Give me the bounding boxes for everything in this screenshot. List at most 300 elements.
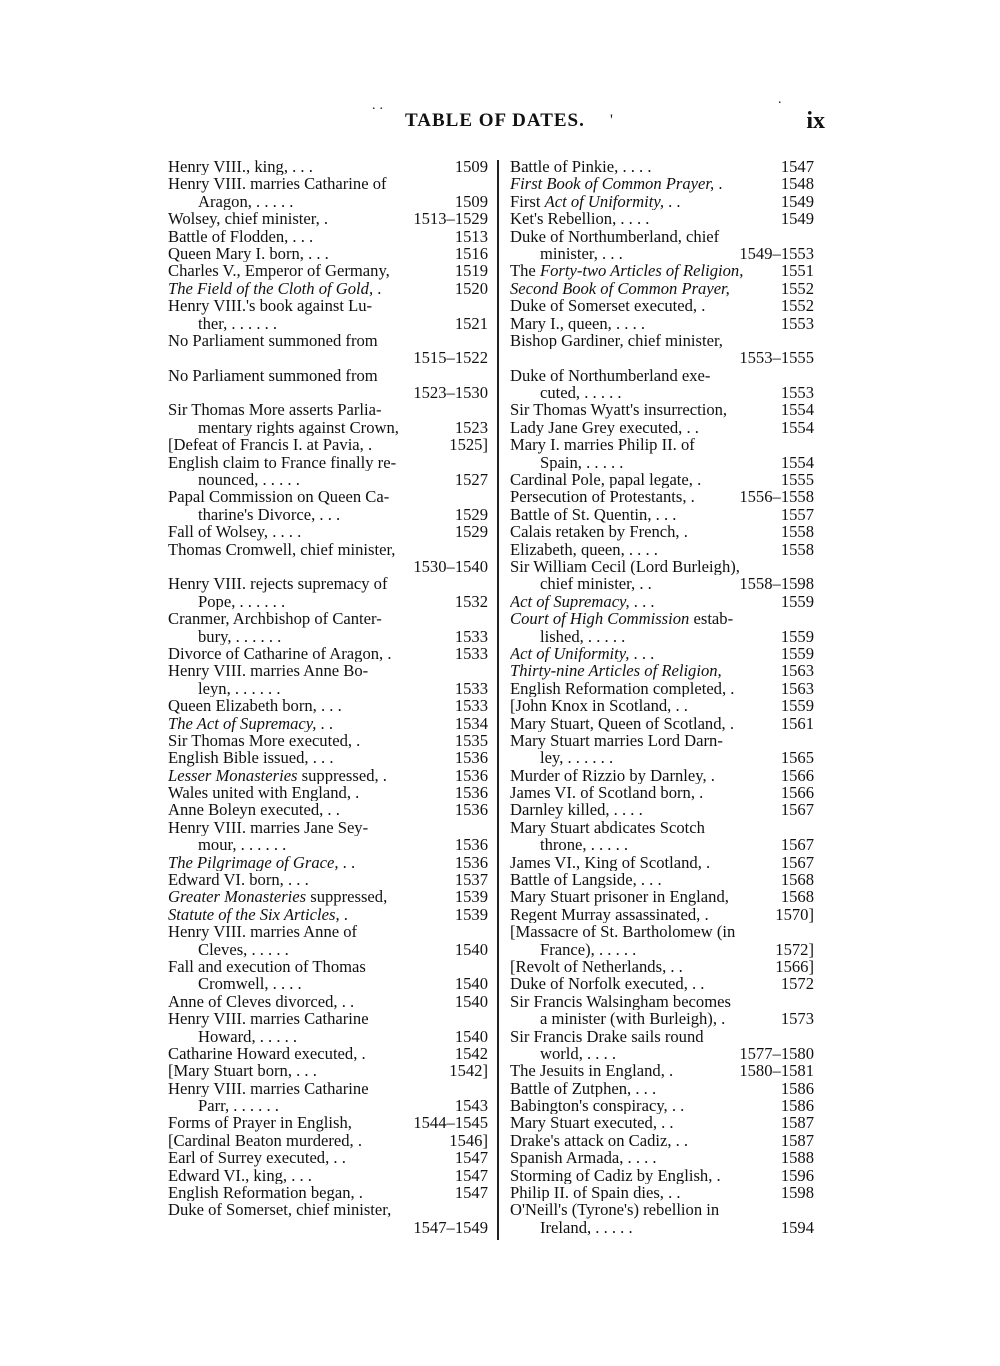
entry-text: Henry VIII. marries Catharine bbox=[168, 1010, 369, 1028]
entry-text: [Cardinal Beaton murdered, . bbox=[168, 1131, 362, 1150]
entry-date: 1547 bbox=[454, 1166, 488, 1185]
date-entry bbox=[510, 628, 816, 645]
date-entry bbox=[510, 349, 816, 366]
entry-date: 1563 bbox=[780, 662, 814, 680]
entry-text: Queen Mary I. born, . . . bbox=[168, 244, 329, 263]
date-entry bbox=[510, 488, 816, 505]
date-entry bbox=[168, 1045, 490, 1062]
entry-date: 1558 bbox=[780, 523, 814, 541]
entry-text: Act of Uniformity, . . . bbox=[510, 644, 655, 663]
entry-text: Wolsey, chief minister, . bbox=[168, 210, 329, 228]
entry-date: 1563 bbox=[780, 679, 814, 698]
entry-text: English Reformation began, . bbox=[168, 1184, 363, 1202]
entry-text: Sir Thomas More asserts Parlia- bbox=[168, 401, 382, 419]
date-entry bbox=[510, 784, 816, 801]
date-entry bbox=[168, 280, 490, 297]
entry-date: 1544–1545 bbox=[413, 1114, 488, 1132]
date-entry bbox=[510, 1045, 816, 1062]
entry-text: Henry VIII. marries Jane Sey- bbox=[168, 818, 369, 837]
date-entry bbox=[510, 906, 816, 923]
entry-date: 1558 bbox=[780, 540, 814, 558]
date-entry bbox=[510, 715, 816, 732]
date-entry bbox=[168, 332, 490, 349]
entry-text: Statute of the Six Articles, . bbox=[168, 905, 348, 924]
entry-date: 1536 bbox=[454, 836, 488, 854]
entry-text: Greater Monasteries suppressed, bbox=[168, 888, 388, 906]
top-marks: .. bbox=[372, 98, 387, 113]
date-entry bbox=[510, 523, 816, 540]
entry-text: Anne of Cleves divorced, . . bbox=[168, 992, 355, 1011]
italic-title: First Book of Common Prayer, bbox=[510, 175, 715, 193]
entry-text: Fall of Wolsey, . . . . bbox=[168, 523, 302, 541]
entry-text: Catharine Howard executed, . bbox=[168, 1044, 366, 1063]
entry-date: 1540 bbox=[454, 1027, 488, 1045]
entry-date: 1513 bbox=[454, 227, 488, 245]
entry-date: 1536 bbox=[454, 766, 488, 785]
date-entry bbox=[168, 819, 490, 836]
entry-text: [Defeat of Francis I. at Pavia, . bbox=[168, 436, 373, 454]
date-entry bbox=[168, 628, 490, 645]
entry-text: Persecution of Protestants, . bbox=[510, 488, 695, 506]
entry-date: 1509 bbox=[454, 158, 488, 176]
date-entry bbox=[168, 767, 490, 784]
date-entry bbox=[168, 419, 490, 436]
entry-text: leyn, . . . . . . bbox=[198, 679, 281, 698]
entry-text: Regent Murray assassinated, . bbox=[510, 905, 709, 924]
entry-text: Duke of Somerset executed, . bbox=[510, 297, 706, 315]
entry-text: Thomas Cromwell, chief minister, bbox=[168, 540, 396, 558]
italic-title: Lesser Monasteries bbox=[168, 766, 298, 785]
entry-date: 1540 bbox=[454, 940, 488, 958]
date-entry bbox=[168, 993, 490, 1010]
date-entry bbox=[168, 680, 490, 697]
entry-text: Act of Supremacy, . . . bbox=[510, 592, 655, 611]
entry-date: 1533 bbox=[454, 644, 488, 663]
date-entry bbox=[168, 175, 490, 192]
entry-date: 1554 bbox=[780, 401, 814, 419]
entry-text: First Act of Uniformity, . . bbox=[510, 192, 681, 211]
date-entry bbox=[510, 1097, 816, 1114]
date-entry bbox=[510, 332, 816, 349]
entry-text: Court of High Commission estab- bbox=[510, 610, 734, 628]
date-entry bbox=[168, 1080, 490, 1097]
date-entry bbox=[510, 697, 816, 714]
date-entry bbox=[510, 436, 816, 453]
entry-text: Henry VIII. marries Anne Bo- bbox=[168, 662, 369, 680]
date-entry bbox=[168, 436, 490, 453]
date-entry bbox=[510, 541, 816, 558]
date-entry bbox=[510, 593, 816, 610]
entry-date: 1558–1598 bbox=[739, 575, 814, 593]
date-entry bbox=[510, 680, 816, 697]
entry-date: 1566] bbox=[775, 957, 814, 976]
date-entry bbox=[168, 384, 490, 401]
entry-text: Battle of Pinkie, . . . . bbox=[510, 158, 652, 176]
entry-text: English claim to France finally re- bbox=[168, 453, 397, 472]
date-entry bbox=[510, 1010, 816, 1027]
date-entry bbox=[168, 662, 490, 679]
entry-text: mentary rights against Crown, bbox=[198, 418, 399, 437]
entry-text: throne, . . . . . bbox=[540, 836, 629, 854]
entry-text: Mary I. marries Philip II. of bbox=[510, 436, 695, 454]
entry-text: Divorce of Catharine of Aragon, . bbox=[168, 644, 392, 663]
entry-text: Sir William Cecil (Lord Burleigh), bbox=[510, 557, 740, 576]
entry-text: Earl of Surrey executed, . . bbox=[168, 1149, 346, 1167]
entry-text: No Parliament summoned from bbox=[168, 331, 378, 350]
entry-text: The Forty-two Articles of Religion, bbox=[510, 262, 744, 280]
date-entry bbox=[168, 888, 490, 905]
entry-text: Papal Commission on Queen Ca- bbox=[168, 488, 390, 506]
entry-date: 1536 bbox=[454, 853, 488, 872]
entry-date: 1572 bbox=[780, 975, 814, 993]
page-header bbox=[165, 110, 825, 140]
entry-text: ther, . . . . . . bbox=[198, 314, 278, 332]
italic-title: Statute of the Six Articles, bbox=[168, 905, 340, 924]
entry-date: 1553 bbox=[780, 314, 814, 332]
header-mark: ' bbox=[610, 112, 613, 129]
date-entry bbox=[510, 297, 816, 314]
date-entry bbox=[510, 384, 816, 401]
entry-text: Mary Stuart prisoner in England, bbox=[510, 888, 729, 906]
italic-title: Forty-two Articles of Religion, bbox=[539, 262, 744, 280]
date-entry bbox=[168, 471, 490, 488]
entry-text: Henry VIII. marries Catharine of bbox=[168, 175, 387, 193]
entry-text: Elizabeth, queen, . . . . bbox=[510, 540, 658, 558]
date-entry bbox=[168, 1010, 490, 1027]
entry-date: 1554 bbox=[780, 418, 814, 437]
entry-date: 1567 bbox=[780, 836, 814, 854]
date-entry bbox=[510, 645, 816, 662]
entry-text: Murder of Rizzio by Darnley, . bbox=[510, 766, 715, 785]
date-entry bbox=[168, 697, 490, 714]
date-entry bbox=[510, 923, 816, 940]
entry-text bbox=[510, 280, 730, 297]
entry-date: 1561 bbox=[780, 714, 814, 732]
entry-date: 1549–1553 bbox=[739, 244, 814, 263]
date-entry bbox=[510, 228, 816, 245]
entry-text: chief minister, . . bbox=[540, 575, 652, 593]
date-entry bbox=[168, 1062, 490, 1079]
date-entry bbox=[168, 610, 490, 627]
date-entry bbox=[510, 367, 816, 384]
date-entry bbox=[510, 210, 816, 227]
column-divider bbox=[497, 160, 499, 1240]
entry-date: 1519 bbox=[454, 262, 488, 280]
entry-date: 1547–1549 bbox=[413, 1218, 488, 1237]
entry-text: France), . . . . . bbox=[540, 940, 637, 958]
entry-date: 1586 bbox=[780, 1097, 814, 1115]
entry-date: 1594 bbox=[780, 1218, 814, 1237]
entry-date: 1552 bbox=[780, 279, 814, 298]
entry-date: 1554 bbox=[780, 453, 814, 472]
date-entry bbox=[168, 784, 490, 801]
entry-text: Mary Stuart marries Lord Darn- bbox=[510, 731, 723, 750]
entry-text: [John Knox in Scotland, . . bbox=[510, 697, 688, 715]
italic-title: Act of Supremacy, bbox=[510, 592, 630, 611]
entry-date: 1532 bbox=[454, 592, 488, 611]
date-entry bbox=[510, 1149, 816, 1166]
entry-text: Lady Jane Grey executed, . . bbox=[510, 418, 699, 437]
entry-text: Battle of St. Quentin, . . . bbox=[510, 505, 677, 524]
left-column bbox=[168, 158, 490, 1236]
entry-text: Parr, . . . . . . bbox=[198, 1097, 279, 1115]
date-entry bbox=[510, 558, 816, 575]
entry-date: 1568 bbox=[780, 871, 814, 889]
entry-text: Calais retaken by French, . bbox=[510, 523, 688, 541]
italic-title: Greater Monasteries bbox=[168, 888, 307, 906]
entry-text: Ket's Rebellion, . . . . bbox=[510, 210, 650, 228]
entry-text: [Revolt of Netherlands, . . bbox=[510, 957, 683, 976]
date-entry bbox=[510, 1167, 816, 1184]
date-entry bbox=[168, 923, 490, 940]
entry-date: 1567 bbox=[780, 801, 814, 819]
right-column bbox=[510, 158, 816, 1236]
entry-date: 1529 bbox=[454, 523, 488, 541]
entry-date: 1535 bbox=[454, 731, 488, 750]
date-entry bbox=[510, 454, 816, 471]
entry-text: bury, . . . . . . bbox=[198, 627, 282, 645]
italic-title: The Act of Supremacy, bbox=[168, 714, 317, 732]
date-entry bbox=[510, 888, 816, 905]
entry-text: Sir Francis Walsingham becomes bbox=[510, 992, 731, 1011]
date-entry bbox=[168, 1097, 490, 1114]
entry-date: 1548 bbox=[780, 175, 814, 193]
date-entry bbox=[168, 593, 490, 610]
date-entry bbox=[510, 158, 816, 175]
entry-date: 1527 bbox=[454, 471, 488, 489]
date-entry bbox=[168, 558, 490, 575]
date-entry bbox=[510, 419, 816, 436]
entry-date: 1529 bbox=[454, 505, 488, 524]
entry-date: 1598 bbox=[780, 1184, 814, 1202]
entry-date: 1515–1522 bbox=[413, 349, 488, 367]
entry-date: 1536 bbox=[454, 784, 488, 802]
date-entry bbox=[168, 975, 490, 992]
entry-date: 1523 bbox=[454, 418, 488, 437]
date-entry bbox=[510, 732, 816, 749]
entry-date: 1566 bbox=[780, 766, 814, 785]
date-entry bbox=[510, 1028, 816, 1045]
entry-date: 1553 bbox=[780, 384, 814, 402]
entry-text: ley, . . . . . . bbox=[540, 749, 614, 767]
date-entry bbox=[168, 401, 490, 418]
entry-text: Charles V., Emperor of Germany, bbox=[168, 262, 390, 280]
entry-text: Pope, . . . . . . bbox=[198, 592, 286, 611]
entry-text: lished, . . . . . bbox=[540, 627, 626, 645]
entry-text: Edward VI. born, . . . bbox=[168, 871, 309, 889]
entry-text: No Parliament summoned from bbox=[168, 366, 378, 385]
entry-text: James VI., King of Scotland, . bbox=[510, 853, 711, 872]
date-entry bbox=[168, 732, 490, 749]
entry-text: Spanish Armada, . . . . bbox=[510, 1149, 657, 1167]
date-entry bbox=[510, 575, 816, 592]
entry-text: Battle of Flodden, . . . bbox=[168, 227, 314, 245]
date-entry bbox=[168, 1219, 490, 1236]
corner-dot: . bbox=[778, 92, 782, 107]
date-entry bbox=[168, 315, 490, 332]
date-entry bbox=[168, 1201, 490, 1218]
entry-text: [Mary Stuart born, . . . bbox=[168, 1062, 317, 1080]
date-entry bbox=[510, 506, 816, 523]
entry-date: 1551 bbox=[780, 262, 814, 280]
date-entry bbox=[168, 297, 490, 314]
entry-text: Drake's attack on Cadiz, . . bbox=[510, 1131, 689, 1150]
date-entry bbox=[510, 610, 816, 627]
entry-date: 1542 bbox=[454, 1044, 488, 1063]
entry-text: Battle of Zutphen, . . . bbox=[510, 1079, 657, 1098]
entry-text: Aragon, . . . . . bbox=[198, 192, 294, 211]
entry-date: 1530–1540 bbox=[413, 557, 488, 576]
entry-text: Babington's conspiracy, . . bbox=[510, 1097, 685, 1115]
entry-date: 1588 bbox=[780, 1149, 814, 1167]
entry-date: 1534 bbox=[454, 714, 488, 732]
date-entry bbox=[510, 193, 816, 210]
entry-date: 1559 bbox=[780, 592, 814, 611]
date-entry bbox=[510, 1132, 816, 1149]
entry-text: Henry VIII. marries Anne of bbox=[168, 923, 358, 941]
entry-date: 1533 bbox=[454, 697, 488, 715]
entry-text: Queen Elizabeth born, . . . bbox=[168, 697, 342, 715]
entry-date: 1533 bbox=[454, 627, 488, 645]
entry-text: First Book of Common Prayer, . bbox=[510, 175, 723, 193]
date-entry bbox=[510, 1184, 816, 1201]
entry-text: Storming of Cadiz by English, . bbox=[510, 1166, 721, 1185]
entry-date: 1556–1558 bbox=[739, 488, 814, 506]
entry-date: 1555 bbox=[780, 471, 814, 489]
entry-date: 1573 bbox=[780, 1010, 814, 1028]
date-entry bbox=[168, 245, 490, 262]
date-entry bbox=[168, 1167, 490, 1184]
entry-date: 1525] bbox=[449, 436, 488, 454]
entry-date: 1580–1581 bbox=[739, 1062, 814, 1080]
entry-text: Cromwell, . . . . bbox=[198, 975, 302, 993]
entry-text: English Bible issued, . . . bbox=[168, 749, 334, 767]
date-entry bbox=[168, 906, 490, 923]
entry-text: Mary I., queen, . . . . bbox=[510, 314, 646, 332]
entry-text: Cranmer, Archbishop of Canter- bbox=[168, 610, 382, 628]
entry-text: nounced, . . . . . bbox=[198, 471, 300, 489]
entry-text: Henry VIII.'s book against Lu- bbox=[168, 297, 373, 315]
date-entry bbox=[168, 941, 490, 958]
entry-text: Duke of Norfolk executed, . . bbox=[510, 975, 705, 993]
entry-text: Battle of Langside, . . . bbox=[510, 871, 662, 889]
date-entry bbox=[168, 1114, 490, 1131]
entry-text: a minister (with Burleigh), . bbox=[540, 1010, 726, 1028]
date-entry bbox=[168, 871, 490, 888]
date-entry bbox=[510, 1080, 816, 1097]
entry-date: 1546] bbox=[449, 1131, 488, 1150]
entry-date: 1537 bbox=[454, 871, 488, 889]
entry-text: mour, . . . . . . bbox=[198, 836, 287, 854]
entry-date: 1540 bbox=[454, 975, 488, 993]
italic-title: Thirty-nine Articles of Religion, bbox=[510, 662, 722, 680]
entry-date: 1547 bbox=[780, 158, 814, 176]
italic-title: Act of Uniformity, bbox=[510, 644, 630, 663]
entry-date: 1549 bbox=[780, 192, 814, 211]
entry-date: 1552 bbox=[780, 297, 814, 315]
date-entry bbox=[510, 993, 816, 1010]
entry-text: Duke of Northumberland, chief bbox=[510, 227, 720, 245]
entry-date: 1509 bbox=[454, 192, 488, 211]
date-entry bbox=[510, 662, 816, 679]
entry-date: 1596 bbox=[780, 1166, 814, 1185]
entry-text: Philip II. of Spain dies, . . bbox=[510, 1184, 681, 1202]
entry-text: Duke of Northumberland exe- bbox=[510, 366, 711, 385]
date-entry bbox=[510, 801, 816, 818]
entry-date: 1568 bbox=[780, 888, 814, 906]
entry-date: 1523–1530 bbox=[413, 384, 488, 402]
entry-text: Duke of Somerset, chief minister, bbox=[168, 1201, 392, 1219]
entry-text: Howard, . . . . . bbox=[198, 1027, 298, 1045]
entry-date: 1567 bbox=[780, 853, 814, 872]
entry-text: Spain, . . . . . bbox=[540, 453, 624, 472]
date-entry bbox=[168, 749, 490, 766]
entry-date: 1570] bbox=[775, 905, 814, 924]
entry-date: 1553–1555 bbox=[739, 349, 814, 367]
date-entry bbox=[510, 245, 816, 262]
entry-text: Henry VIII., king, . . . bbox=[168, 158, 313, 176]
entry-text: cuted, . . . . . bbox=[540, 384, 622, 402]
entry-text: Cardinal Pole, papal legate, . bbox=[510, 471, 702, 489]
date-entry bbox=[168, 488, 490, 505]
date-entry bbox=[510, 767, 816, 784]
entry-text: The Field of the Cloth of Gold, . bbox=[168, 279, 382, 298]
entry-date: 1539 bbox=[454, 888, 488, 906]
date-entry bbox=[510, 175, 816, 192]
entry-date: 1520 bbox=[454, 279, 488, 298]
entry-text: English Reformation completed, . bbox=[510, 679, 735, 698]
entry-text: tharine's Divorce, . . . bbox=[198, 505, 341, 524]
date-entry bbox=[510, 1062, 816, 1079]
entry-text: Anne Boleyn executed, . . bbox=[168, 801, 340, 819]
date-entry bbox=[510, 941, 816, 958]
entry-text: Wales united with England, . bbox=[168, 784, 360, 802]
date-entry bbox=[168, 193, 490, 210]
entry-text: Mary Stuart executed, . . bbox=[510, 1114, 674, 1132]
entry-text: Lesser Monasteries suppressed, . bbox=[168, 766, 387, 785]
date-entry bbox=[510, 958, 816, 975]
date-entry bbox=[510, 401, 816, 418]
entry-text: O'Neill's (Tyrone's) rebellion in bbox=[510, 1201, 720, 1219]
date-entry bbox=[168, 506, 490, 523]
entry-text: Sir Francis Drake sails round bbox=[510, 1027, 704, 1045]
date-entry bbox=[168, 715, 490, 732]
entry-date: 1536 bbox=[454, 749, 488, 767]
entry-date: 1565 bbox=[780, 749, 814, 767]
date-entry bbox=[510, 749, 816, 766]
date-entry bbox=[510, 1201, 816, 1218]
entry-text: minister, . . . bbox=[540, 244, 623, 263]
date-entry bbox=[168, 158, 490, 175]
date-entry bbox=[168, 1028, 490, 1045]
entry-text: Henry VIII. marries Catharine bbox=[168, 1079, 369, 1098]
entry-text: Forms of Prayer in English, bbox=[168, 1114, 352, 1132]
date-entry bbox=[168, 228, 490, 245]
italic-title: The Pilgrimage of Grace, bbox=[168, 853, 339, 872]
date-entry bbox=[168, 645, 490, 662]
entry-text: Bishop Gardiner, chief minister, bbox=[510, 331, 723, 350]
date-entry bbox=[168, 1184, 490, 1201]
italic-title: Act of Uniformity, bbox=[544, 192, 664, 211]
entry-text: Mary Stuart abdicates Scotch bbox=[510, 818, 705, 837]
date-entry bbox=[168, 210, 490, 227]
entry-date: 1547 bbox=[454, 1149, 488, 1167]
entry-date: 1572] bbox=[775, 940, 814, 958]
entry-text: Henry VIII. rejects supremacy of bbox=[168, 575, 388, 593]
entry-date: 1516 bbox=[454, 244, 488, 263]
page-number: ix bbox=[806, 108, 825, 134]
italic-title: The Field of the Cloth of Gold, bbox=[168, 279, 374, 298]
